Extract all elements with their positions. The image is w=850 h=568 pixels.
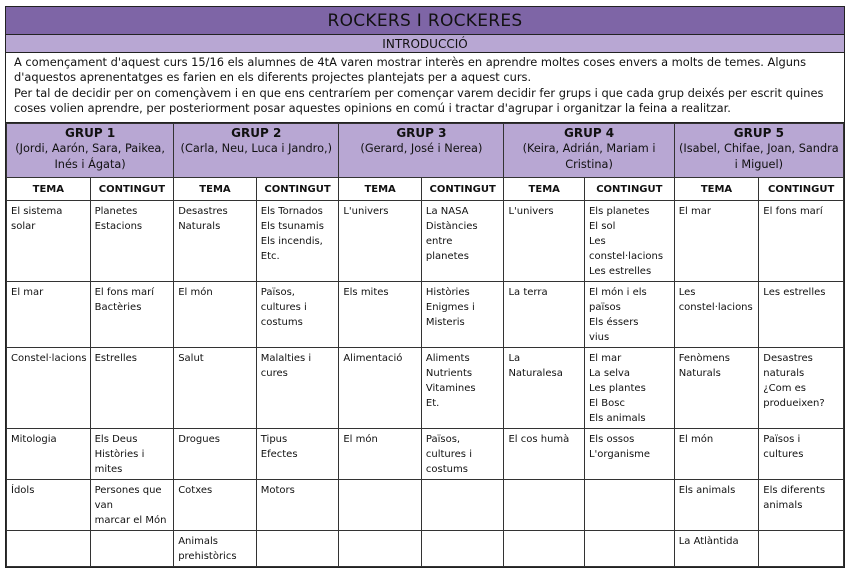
contingut-cell <box>421 201 504 282</box>
tema-cell <box>674 282 759 348</box>
contingut-cell <box>584 429 674 480</box>
contingut-cell <box>759 282 844 348</box>
table-row <box>7 531 844 567</box>
tema-line: El mar <box>11 287 44 298</box>
tema-cell <box>504 531 585 567</box>
contingut-line: Estrelles <box>94 353 138 364</box>
tema-cell <box>339 531 422 567</box>
tema-cell <box>174 429 257 480</box>
contingut-line: Tipus <box>260 434 288 445</box>
column-header-tema: TEMA <box>504 178 585 201</box>
contingut-cell <box>90 429 174 480</box>
intro-heading: INTRODUCCIÓ <box>6 35 844 53</box>
contingut-line: cures <box>260 368 288 379</box>
tema-cell <box>7 201 91 282</box>
contingut-line: ¿Com es <box>763 383 806 394</box>
group-header <box>174 124 339 178</box>
contingut-line: La selva <box>588 368 631 379</box>
group-header <box>7 124 174 178</box>
tema-line: Drogues <box>178 434 220 445</box>
tema-line: Ídols <box>11 485 35 496</box>
contingut-line: El mar <box>588 353 622 364</box>
tema-line: Constel·lacions <box>11 353 87 364</box>
contingut-line: El fons marí <box>763 206 823 217</box>
column-header-tema: TEMA <box>339 178 422 201</box>
group-header <box>674 124 843 178</box>
tema-line: Els animals <box>678 485 736 496</box>
contingut-line: Etc. <box>260 251 280 262</box>
contingut-line: vius <box>588 332 610 343</box>
contingut-cell <box>759 480 844 531</box>
tema-cell <box>674 201 759 282</box>
contingut-line: entre <box>425 236 453 247</box>
tema-cell <box>674 480 759 531</box>
contingut-cell <box>421 348 504 429</box>
tema-line: Naturalesa <box>508 368 563 379</box>
group-members: (Keira, Adrián, Mariam i Cristina) <box>522 142 656 171</box>
contingut-line: produeixen? <box>763 398 825 409</box>
contingut-line: Motors <box>260 485 295 496</box>
group-members: (Carla, Neu, Luca i Jandro,) <box>180 142 332 155</box>
contingut-line: Et. <box>425 398 440 409</box>
tema-line: Naturals <box>678 368 721 379</box>
tema-cell <box>504 201 585 282</box>
tema-line: Mitologia <box>11 434 57 445</box>
tema-cell <box>504 480 585 531</box>
contingut-cell <box>421 480 504 531</box>
contingut-line: cultures i <box>425 449 472 460</box>
tema-cell <box>174 531 257 567</box>
group-header <box>339 124 504 178</box>
contingut-cell <box>759 531 844 567</box>
contingut-line: Els animals <box>588 413 646 424</box>
contingut-line: Les <box>588 236 606 247</box>
contingut-line: Les estrelles <box>763 287 826 298</box>
group-title: GRUP 1 <box>65 126 116 140</box>
tema-line: Els mites <box>343 287 389 298</box>
contingut-cell <box>421 429 504 480</box>
tema-line: El món <box>343 434 378 445</box>
contingut-line: costums <box>260 317 303 328</box>
contingut-line: Persones que van <box>94 485 162 511</box>
tema-cell <box>339 201 422 282</box>
tema-line: L'univers <box>508 206 554 217</box>
group-title: GRUP 5 <box>733 126 784 140</box>
contingut-line: Distàncies <box>425 221 478 232</box>
group-title: GRUP 3 <box>396 126 447 140</box>
tema-cell <box>7 282 91 348</box>
tema-line: solar <box>11 221 36 232</box>
contingut-line: Els tsunamis <box>260 221 324 232</box>
tema-line: Les <box>678 287 696 298</box>
tema-cell <box>339 348 422 429</box>
contingut-cell <box>759 348 844 429</box>
contingut-cell <box>256 348 339 429</box>
tema-cell <box>174 282 257 348</box>
tema-line: prehistòrics <box>178 551 237 562</box>
contingut-line: Països, <box>260 287 295 298</box>
contingut-line: Històries <box>425 287 470 298</box>
contingut-line: Bactèries <box>94 302 142 313</box>
tema-line: Cotxes <box>178 485 213 496</box>
tema-cell <box>339 429 422 480</box>
contingut-line: El món i els <box>588 287 647 298</box>
tema-line: El món <box>678 434 714 445</box>
contingut-line: Els Deus <box>94 434 138 445</box>
contingut-line: Malalties i <box>260 353 312 364</box>
contingut-cell <box>759 201 844 282</box>
intro-paragraph-1: A començament d'aquest curs 15/16 els alumnes de 4tA varen mostrar interès en aprendre moltes coses envers a molts de temes. Alguns d'aquestos aprenentatges es farien en els diferents projectes plantejats per a aquest curs. <box>14 55 807 85</box>
contingut-line: Efectes <box>260 449 298 460</box>
tema-line: Desastres <box>178 206 228 217</box>
contingut-line: Estacions <box>94 221 143 232</box>
contingut-line: La NASA <box>425 206 469 217</box>
contingut-cell <box>584 201 674 282</box>
contingut-cell <box>584 480 674 531</box>
contingut-cell <box>90 201 174 282</box>
contingut-line: Planetes <box>94 206 138 217</box>
contingut-line: països <box>588 302 621 313</box>
contingut-line: naturals <box>763 368 805 379</box>
group-title: GRUP 4 <box>563 126 615 140</box>
contingut-line: Els planetes <box>588 206 650 217</box>
contingut-line: Misteris <box>425 317 465 328</box>
tema-line: Naturals <box>178 221 221 232</box>
contingut-cell <box>584 348 674 429</box>
tema-line: Alimentació <box>343 353 403 364</box>
contingut-cell <box>421 531 504 567</box>
tema-cell <box>504 348 585 429</box>
column-header-contingut: CONTINGUT <box>90 178 174 201</box>
contingut-line: Nutrients <box>425 368 473 379</box>
document <box>5 6 845 568</box>
contingut-line: Països i <box>763 434 801 445</box>
contingut-cell <box>256 531 339 567</box>
table-row <box>7 282 844 348</box>
contingut-cell <box>90 348 174 429</box>
contingut-cell <box>421 282 504 348</box>
contingut-line: Aliments <box>425 353 470 364</box>
tema-cell <box>674 531 759 567</box>
column-header-tema: TEMA <box>174 178 257 201</box>
tema-line: La terra <box>508 287 548 298</box>
group-header <box>504 124 674 178</box>
tema-cell <box>504 282 585 348</box>
contingut-cell <box>90 480 174 531</box>
contingut-cell <box>90 531 174 567</box>
group-header-row <box>7 124 844 178</box>
contingut-line: El fons marí <box>94 287 154 298</box>
groups-table <box>6 123 844 567</box>
tema-cell <box>339 282 422 348</box>
group-members: (Jordi, Aarón, Sara, Paikea, Inés i Ágata) <box>15 142 165 171</box>
contingut-line: animals <box>763 500 803 511</box>
tema-line: El món <box>178 287 213 298</box>
contingut-cell <box>256 282 339 348</box>
contingut-cell <box>584 282 674 348</box>
contingut-line: Desastres <box>763 353 813 364</box>
contingut-line: Països, <box>425 434 461 445</box>
contingut-line: El sol <box>588 221 616 232</box>
tema-cell <box>7 480 91 531</box>
tema-cell <box>174 348 257 429</box>
column-header-tema: TEMA <box>674 178 759 201</box>
tema-cell <box>174 480 257 531</box>
contingut-cell <box>584 531 674 567</box>
contingut-cell <box>90 282 174 348</box>
tema-line: L'univers <box>343 206 389 217</box>
table-row <box>7 348 844 429</box>
tema-cell <box>7 429 91 480</box>
group-title: GRUP 2 <box>231 126 282 140</box>
tema-cell <box>174 201 257 282</box>
intro-text <box>6 53 844 123</box>
tema-cell <box>674 429 759 480</box>
contingut-line: Els ossos <box>588 434 635 445</box>
contingut-line: costums <box>425 464 468 475</box>
tema-cell <box>674 348 759 429</box>
tema-line: constel·lacions <box>678 302 753 313</box>
contingut-cell <box>256 480 339 531</box>
column-header-row <box>7 178 844 201</box>
tema-line: El cos humà <box>508 434 570 445</box>
table-row <box>7 480 844 531</box>
contingut-cell <box>256 201 339 282</box>
tema-cell <box>7 531 91 567</box>
tema-line: La <box>508 353 521 364</box>
tema-line: La Atlàntida <box>678 536 739 547</box>
column-header-tema: TEMA <box>7 178 91 201</box>
contingut-line: planetes <box>425 251 469 262</box>
column-header-contingut: CONTINGUT <box>759 178 844 201</box>
tema-cell <box>339 480 422 531</box>
contingut-line: constel·lacions <box>588 251 664 262</box>
contingut-line: Les plantes <box>588 383 646 394</box>
table-row <box>7 429 844 480</box>
tema-line: Fenòmens <box>678 353 730 364</box>
tema-line: Animals <box>178 536 219 547</box>
contingut-line: Vitamines <box>425 383 476 394</box>
tema-line: El sistema <box>11 206 63 217</box>
contingut-line: Les estrelles <box>588 266 652 277</box>
tema-line: Salut <box>178 353 204 364</box>
contingut-cell <box>256 429 339 480</box>
column-header-contingut: CONTINGUT <box>421 178 504 201</box>
contingut-line: cultures <box>763 449 804 460</box>
contingut-line: Els éssers <box>588 317 639 328</box>
contingut-line: marcar el Món <box>94 515 167 526</box>
table-row <box>7 201 844 282</box>
contingut-line: Enigmes i <box>425 302 475 313</box>
column-header-contingut: CONTINGUT <box>584 178 674 201</box>
tema-cell <box>504 429 585 480</box>
tema-line: El mar <box>678 206 711 217</box>
group-members: (Gerard, José i Nerea) <box>360 142 483 155</box>
contingut-line: cultures i <box>260 302 307 313</box>
contingut-line: El Bosc <box>588 398 625 409</box>
column-header-contingut: CONTINGUT <box>256 178 339 201</box>
tema-cell <box>7 348 91 429</box>
contingut-line: Els Tornados <box>260 206 323 217</box>
contingut-line: Els diferents <box>763 485 826 496</box>
contingut-line: Els incendis, <box>260 236 323 247</box>
group-members: (Isabel, Chifae, Joan, Sandra i Miguel) <box>678 142 839 171</box>
intro-paragraph-2: Per tal de decidir per on començàvem i en que ens centraríem per començar varem decidir fer grups i que cada grup deixés per escrit quines coses volien aprendre, per posteriorment posar aquestes opinions en comú i tractar d'agrupar i organitzar la feina a realitzar. <box>14 85 824 115</box>
page-title: ROCKERS I ROCKERES <box>6 7 844 35</box>
contingut-line: L'organisme <box>588 449 651 460</box>
contingut-cell <box>759 429 844 480</box>
contingut-line: Històries i mites <box>94 449 145 475</box>
